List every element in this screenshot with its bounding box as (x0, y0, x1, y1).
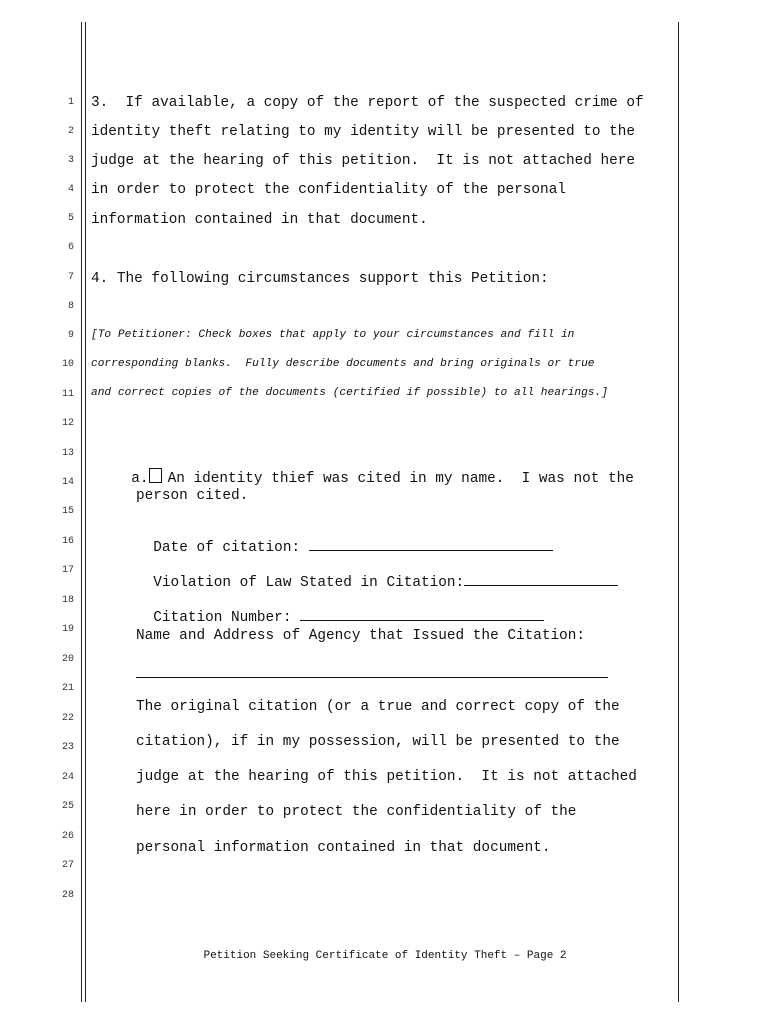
line-number: 22 (61, 713, 74, 724)
paragraph-3-line: identity theft relating to my identity will be presented to the (91, 124, 636, 140)
line-number: 1 (67, 97, 74, 108)
line-number: 20 (61, 654, 74, 665)
line-number: 9 (67, 330, 74, 341)
line-number: 24 (61, 772, 74, 783)
violation-field[interactable] (464, 573, 618, 586)
citation-number-label: Citation Number: (153, 610, 301, 627)
original-citation-line: here in order to protect the confidentiality of the (136, 804, 577, 820)
left-margin-rule-inner (85, 22, 86, 1002)
original-citation-line: judge at the hearing of this petition. It is not attached (136, 769, 637, 785)
violation-row (136, 559, 618, 591)
line-number: 2 (67, 126, 74, 137)
line-number: 18 (61, 595, 74, 606)
line-number: 19 (61, 624, 74, 635)
line-number: 8 (67, 301, 74, 312)
left-margin-rule-outer (81, 22, 82, 1002)
instruction-line: and correct copies of the documents (certified if possible) to all hearings.] (91, 387, 608, 399)
item-a-line-1 (114, 454, 634, 487)
violation-label: Violation of Law Stated in Citation: (153, 575, 465, 592)
item-a-letter: a. (131, 471, 149, 488)
instruction-line: [To Petitioner: Check boxes that apply to your circumstances and fill in (91, 329, 575, 341)
line-number: 13 (61, 448, 74, 459)
paragraph-4-heading: 4. The following circumstances support this Petition: (91, 271, 549, 287)
line-number: 26 (61, 831, 74, 842)
paragraph-3-line: judge at the hearing of this petition. It is not attached here (91, 153, 636, 169)
line-number: 5 (67, 213, 74, 224)
original-citation-line: citation), if in my possession, will be presented to the (136, 734, 620, 750)
line-number: 11 (61, 389, 74, 400)
line-number: 14 (61, 477, 74, 488)
original-citation-line: personal information contained in that document. (136, 840, 551, 856)
paragraph-3-line: 3. If available, a copy of the report of the suspected crime of (91, 95, 644, 111)
line-number: 17 (61, 565, 74, 576)
item-a-text: An identity thief was cited in my name. I was not the (167, 471, 634, 488)
item-a-checkbox[interactable] (149, 468, 162, 483)
item-a-line-2: person cited. (136, 488, 249, 504)
line-number: 4 (67, 184, 74, 195)
line-number: 12 (61, 418, 74, 429)
citation-number-row (136, 594, 544, 626)
date-of-citation-field[interactable] (309, 538, 553, 551)
line-number: 15 (61, 506, 74, 517)
line-number: 23 (61, 742, 74, 753)
line-number: 10 (61, 359, 74, 370)
right-margin-rule (678, 22, 679, 1002)
original-citation-line: The original citation (or a true and correct copy of the (136, 699, 620, 715)
page-footer: Petition Seeking Certificate of Identity Theft – Page 2 (203, 950, 567, 962)
line-number: 27 (61, 860, 74, 871)
agency-label: Name and Address of Agency that Issued the Citation: (136, 628, 586, 644)
date-of-citation-row (136, 524, 553, 556)
line-number: 16 (61, 536, 74, 547)
paragraph-3-line: in order to protect the confidentiality of the personal (91, 182, 566, 198)
line-number: 28 (61, 890, 74, 901)
citation-number-field[interactable] (300, 608, 544, 621)
line-number: 25 (61, 801, 74, 812)
line-number: 3 (67, 155, 74, 166)
line-number: 6 (67, 242, 74, 253)
date-of-citation-label: Date of citation: (153, 540, 309, 557)
paragraph-3-line: information contained in that document. (91, 212, 428, 228)
line-number: 21 (61, 683, 74, 694)
instruction-line: corresponding blanks. Fully describe documents and bring originals or true (91, 358, 595, 370)
line-number: 7 (67, 272, 74, 283)
agency-field[interactable] (136, 677, 608, 678)
